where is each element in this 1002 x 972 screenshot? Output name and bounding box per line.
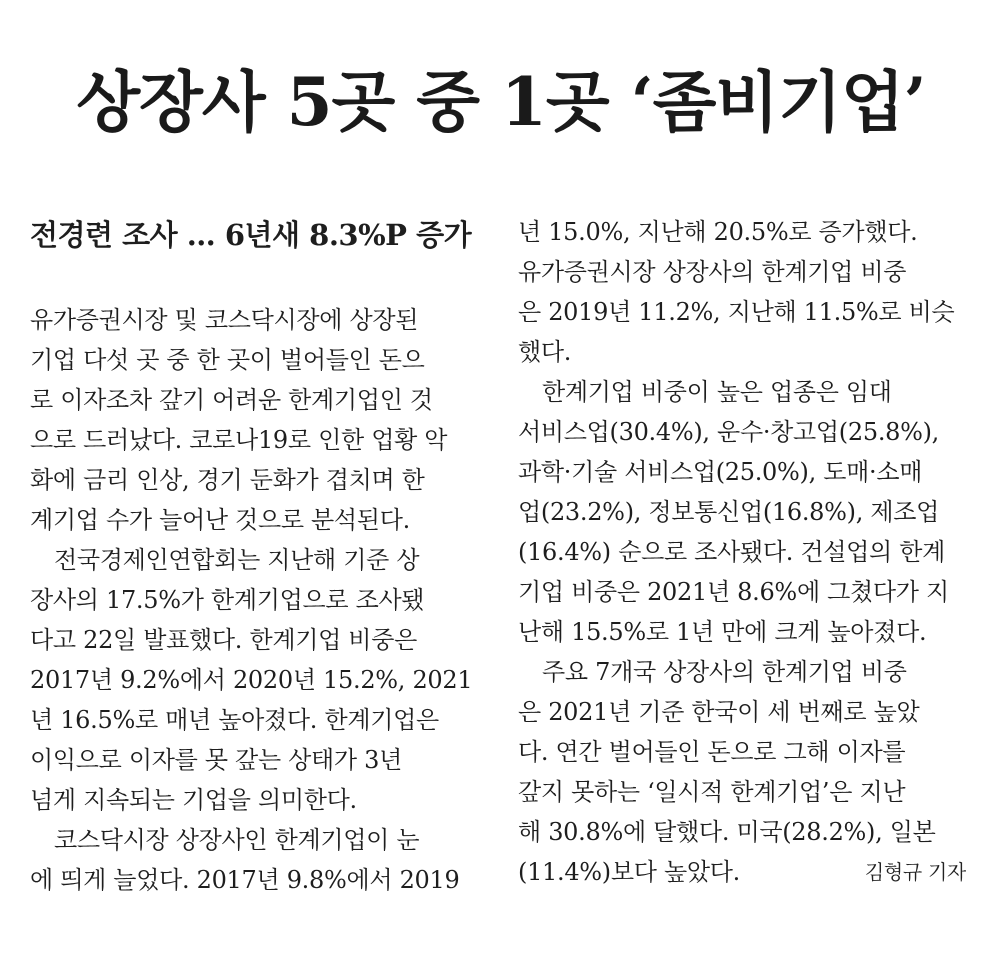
final-body-line: (11.4%)보다 높았다.	[518, 858, 740, 886]
body-line: 기업 비중은 2021년 8.6%에 그쳤다가 지	[518, 578, 949, 606]
body-line: 했다.	[518, 338, 572, 366]
body-line: 과학·기술 서비스업(25.0%), 도매·소매	[518, 458, 923, 486]
body-line: 한계기업 비중이 높은 업종은 임대	[542, 378, 892, 406]
body-line: 으로 드러났다. 코로나19로 인한 업황 악	[30, 426, 448, 454]
left-column-body	[30, 300, 478, 900]
body-line: 계기업 수가 늘어난 것으로 분석된다.	[30, 506, 410, 534]
body-line: 에 띄게 늘었다. 2017년 9.8%에서 2019	[30, 866, 460, 894]
body-line: 년 15.0%, 지난해 20.5%로 증가했다.	[518, 218, 918, 246]
body-line: 2017년 9.2%에서 2020년 15.2%, 2021	[30, 666, 473, 694]
headline: 상장사 5곳 중 1곳 ‘좀비기업’	[76, 63, 926, 141]
body-line: 갚지 못하는 ‘일시적 한계기업’은 지난	[518, 778, 906, 806]
body-line: 은 2019년 11.2%, 지난해 11.5%로 비슷	[518, 298, 955, 326]
body-line: 유가증권시장 및 코스닥시장에 상장된	[30, 306, 419, 334]
body-line: 다고 22일 발표했다. 한계기업 비중은	[30, 626, 417, 654]
byline: 김형규 기자	[864, 860, 966, 884]
article-column-left	[30, 212, 478, 900]
body-line: 이익으로 이자를 못 갚는 상태가 3년	[30, 746, 402, 774]
body-line: 년 16.5%로 매년 높아졌다. 한계기업은	[30, 706, 439, 734]
body-line: 해 30.8%에 달했다. 미국(28.2%), 일본	[518, 818, 936, 846]
body-line: 로 이자조차 갚기 어려운 한계기업인 것	[30, 386, 433, 414]
body-line: 기업 다섯 곳 중 한 곳이 벌어들인 돈으	[30, 346, 425, 374]
body-line: 넘게 지속되는 기업을 의미한다.	[30, 786, 357, 814]
body-line: 유가증권시장 상장사의 한계기업 비중	[518, 258, 907, 286]
body-line: 주요 7개국 상장사의 한계기업 비중	[542, 658, 907, 686]
body-line: 전국경제인연합회는 지난해 기준 상	[54, 546, 420, 574]
body-line: 서비스업(30.4%), 운수·창고업(25.8%),	[518, 418, 940, 446]
body-line: 난해 15.5%로 1년 만에 크게 높아졌다.	[518, 618, 927, 646]
subheadline: 전경련 조사 … 6년새 8.3%P 증가	[30, 218, 472, 252]
body-line: 화에 금리 인상, 경기 둔화가 겹치며 한	[30, 466, 425, 494]
body-line: (16.4%) 순으로 조사됐다. 건설업의 한계	[518, 538, 946, 566]
body-line: 다. 연간 벌어들인 돈으로 그해 이자를	[518, 738, 906, 766]
body-line: 장사의 17.5%가 한계기업으로 조사됐	[30, 586, 425, 614]
right-column-body	[518, 212, 966, 852]
body-line: 은 2021년 기준 한국이 세 번째로 높았	[518, 698, 920, 726]
body-line: 코스닥시장 상장사인 한계기업이 눈	[54, 826, 420, 854]
body-line: 업(23.2%), 정보통신업(16.8%), 제조업	[518, 498, 940, 526]
article-column-right	[518, 212, 966, 892]
final-line-row	[518, 852, 966, 892]
